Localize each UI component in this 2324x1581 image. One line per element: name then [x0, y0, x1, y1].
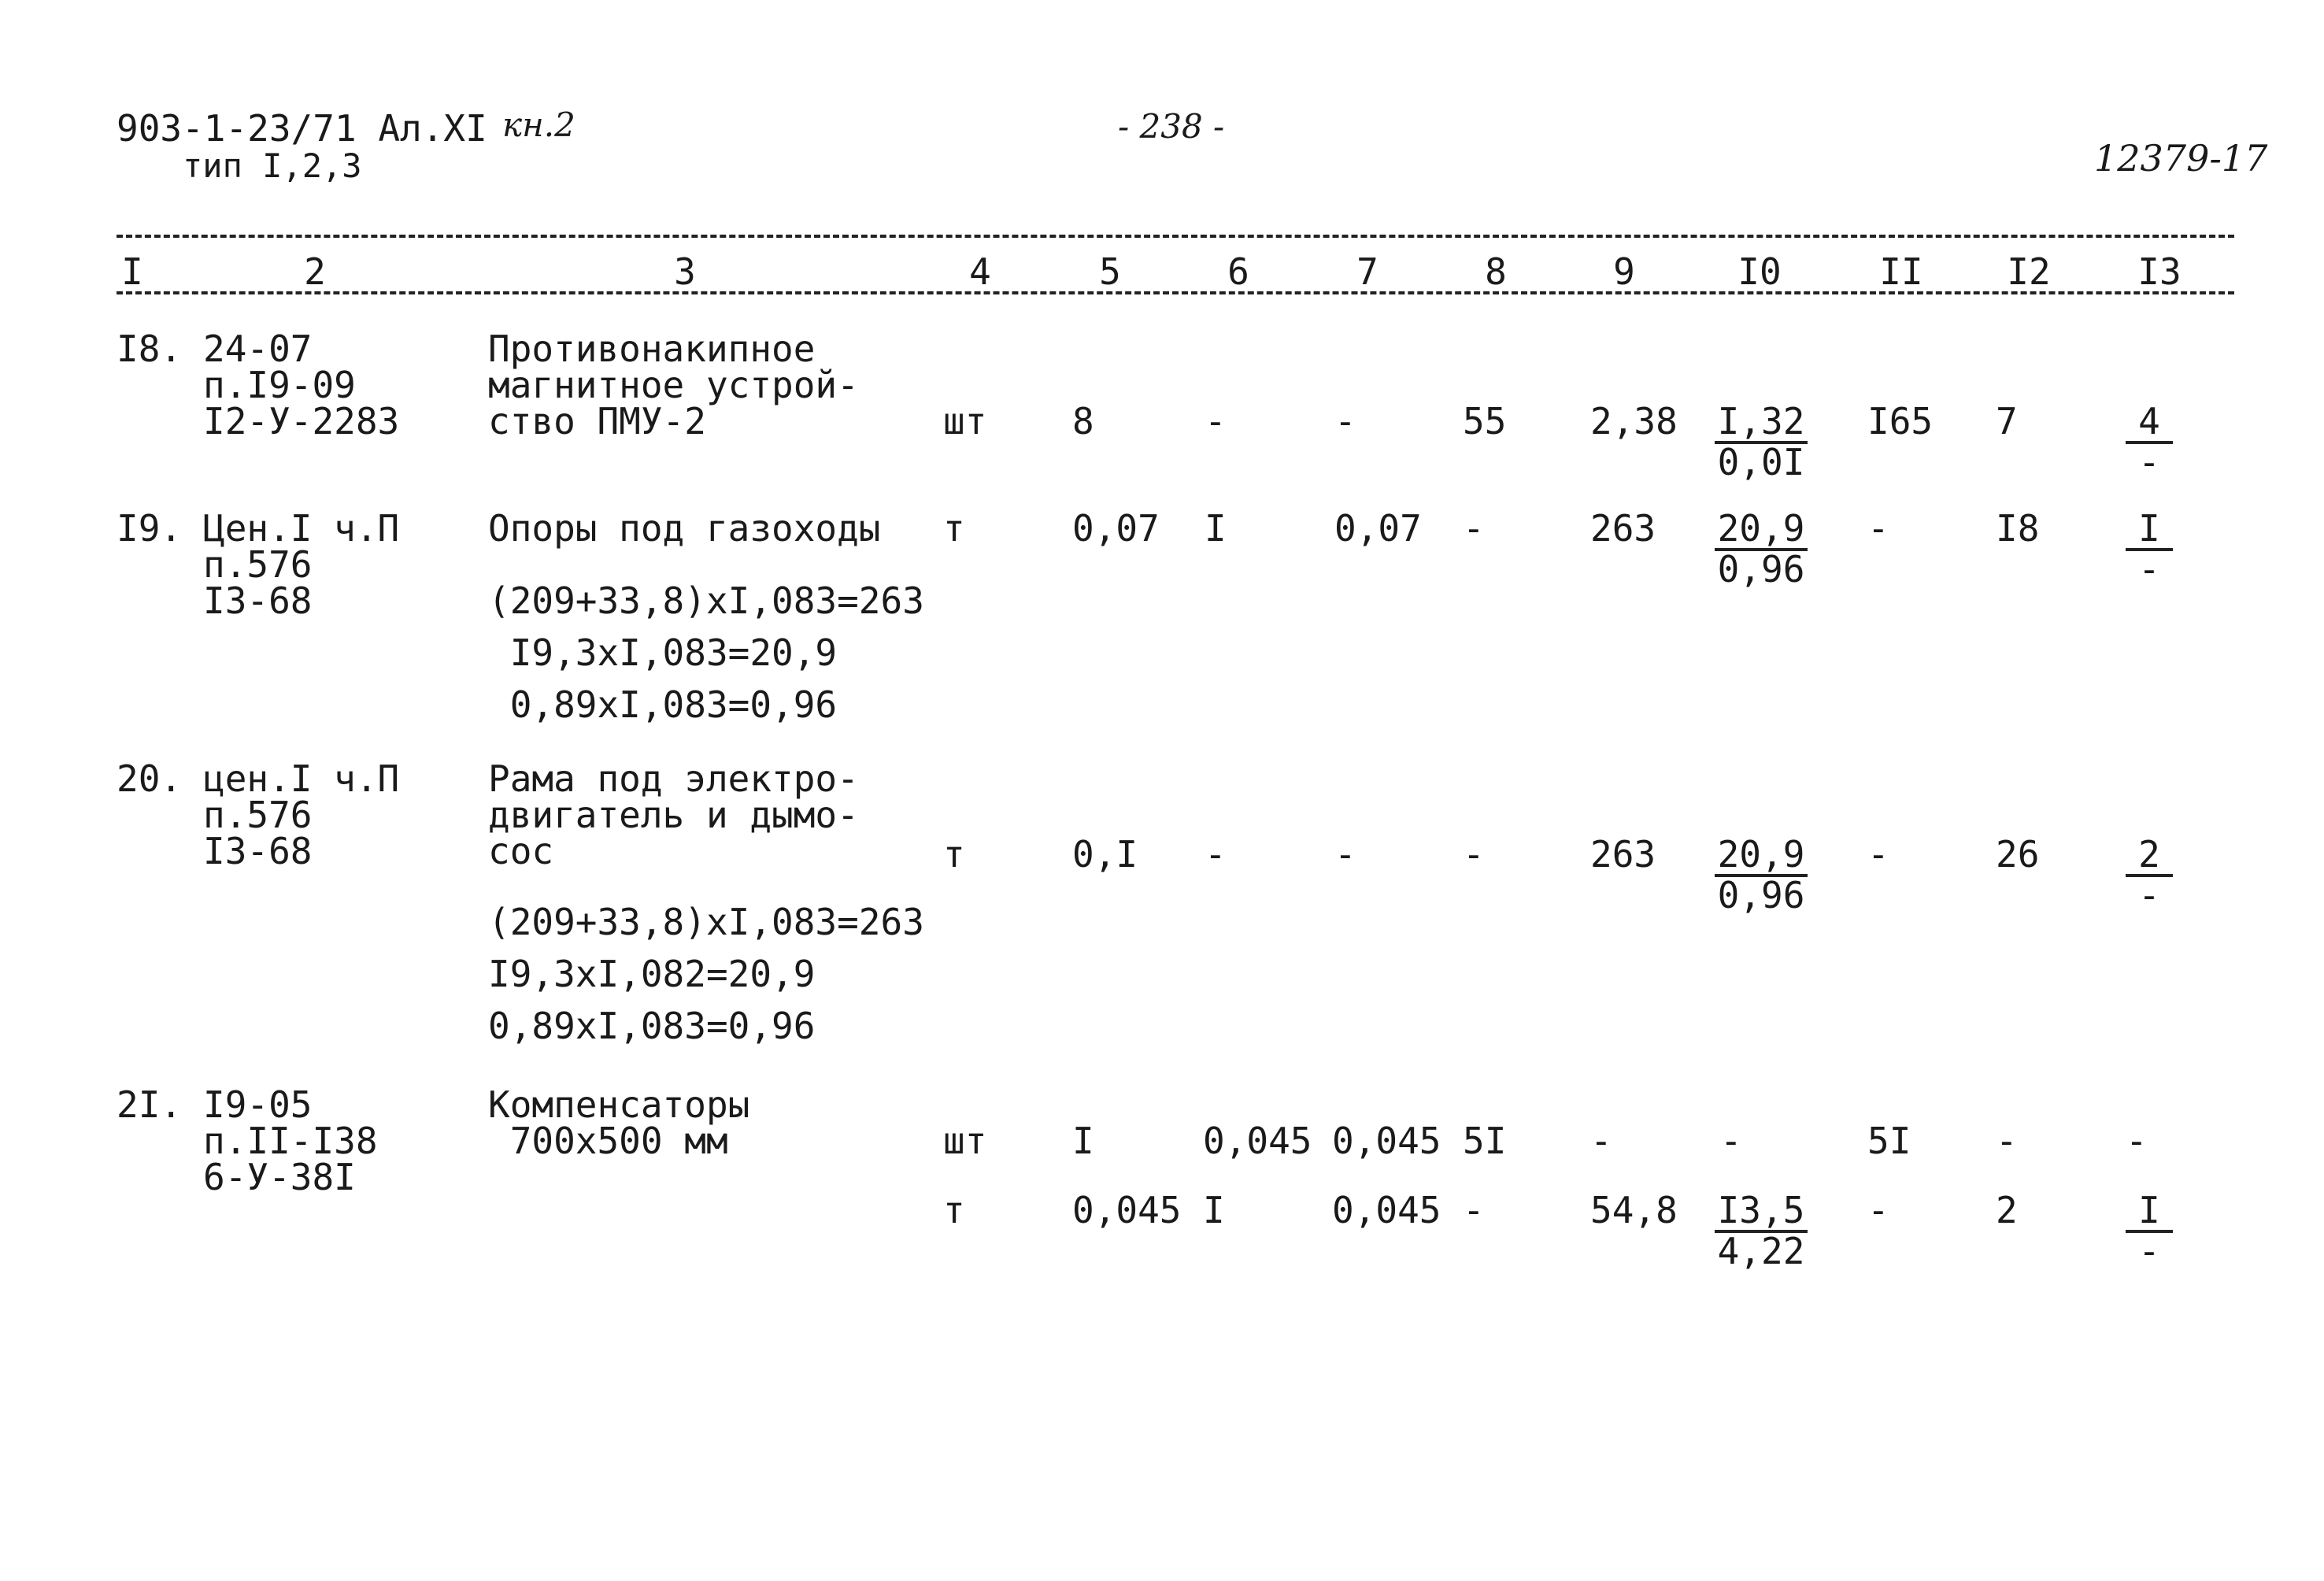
fraction-denominator: 0,96	[1717, 548, 1805, 591]
norm-reference: цен.I ч.П	[203, 757, 400, 800]
fraction-numerator: 20,9	[1715, 836, 1808, 877]
cell-6: -	[1205, 833, 1227, 876]
cell-12: I8	[1996, 507, 2040, 550]
fraction-denominator: -	[2138, 874, 2160, 916]
norm-reference: Цен.I ч.П	[203, 507, 400, 550]
calc-line: (209+33,8)xI,083=263	[488, 901, 924, 943]
cell-8: -	[1463, 1189, 1485, 1231]
cell-12: -	[1996, 1120, 2018, 1162]
calc-line: 0,89xI,083=0,96	[488, 683, 838, 726]
cell-5: 8	[1072, 400, 1094, 442]
header-rule-top	[117, 235, 2234, 238]
norm-reference: I3-68	[203, 579, 313, 622]
cell-5: 0,I	[1072, 833, 1138, 876]
col-head-6: 6	[1227, 250, 1249, 293]
cell-11: -	[1867, 833, 1889, 876]
cell-6: 0,045	[1203, 1120, 1312, 1162]
unit-cell: шт	[943, 400, 987, 442]
col-head-2: 2	[304, 250, 326, 293]
cell-11: I65	[1867, 400, 1934, 442]
fraction-cell-10	[1715, 1189, 1808, 1272]
unit-cell: т	[943, 507, 965, 550]
calc-line: I9,3xI,083=20,9	[488, 631, 838, 674]
calc-line: I9,3xI,082=20,9	[488, 953, 816, 995]
cell-12: 26	[1996, 833, 2040, 876]
fraction-numerator: I	[2126, 510, 2173, 551]
fraction-cell-13	[2126, 1189, 2173, 1272]
cell-12: 7	[1996, 400, 2018, 442]
fraction-numerator: I3,5	[1715, 1192, 1808, 1233]
col-head-10: I0	[1737, 250, 1782, 293]
fraction-cell-10	[1715, 507, 1808, 591]
row-number: I9.	[117, 507, 183, 550]
norm-reference: I2-У-2283	[203, 400, 400, 442]
book-note: кн.2	[502, 106, 575, 144]
doc-code: 903-1-23/71 Ал.XI	[117, 107, 487, 150]
col-head-3: 3	[674, 250, 696, 293]
calc-line: (209+33,8)xI,083=263	[488, 579, 924, 622]
fraction-numerator: I	[2126, 1192, 2173, 1233]
cell-11: -	[1867, 507, 1889, 550]
row-number: 20.	[117, 757, 183, 800]
fraction-numerator: 2	[2126, 836, 2173, 877]
fraction-denominator: -	[2138, 548, 2160, 591]
fraction-denominator: 4,22	[1717, 1230, 1805, 1272]
fraction-denominator: -	[2138, 1230, 2160, 1272]
item-name: магнитное устрой-	[488, 364, 859, 406]
item-name: ство ПМУ-2	[488, 400, 706, 442]
cell-7: 0,045	[1332, 1189, 1441, 1231]
cell-11: -	[1867, 1189, 1889, 1231]
row-number: I8.	[117, 328, 183, 370]
page-number: - 238 -	[1118, 107, 1225, 146]
cell-5: 0,07	[1072, 507, 1160, 550]
col-head-7: 7	[1356, 250, 1378, 293]
cell-6: -	[1205, 400, 1227, 442]
fraction-cell-10	[1715, 400, 1808, 483]
norm-reference: п.576	[203, 543, 313, 586]
calc-line: 0,89xI,083=0,96	[488, 1005, 816, 1047]
cell-6: I	[1205, 507, 1227, 550]
fraction-cell-10	[1715, 833, 1808, 916]
cell-13: -	[2126, 1120, 2148, 1162]
cell-7: -	[1334, 400, 1356, 442]
cell-5: I	[1072, 1120, 1094, 1162]
cell-8: 55	[1463, 400, 1507, 442]
norm-reference: п.II-I38	[203, 1120, 378, 1162]
item-name: Опоры под газоходы	[488, 507, 881, 550]
item-name: Компенсаторы	[488, 1083, 750, 1126]
cell-6: I	[1203, 1189, 1225, 1231]
item-name: Противонакипное	[488, 328, 816, 370]
col-head-5: 5	[1099, 250, 1121, 293]
cell-9: 54,8	[1590, 1189, 1678, 1231]
cell-9: 263	[1590, 507, 1656, 550]
col-head-4: 4	[969, 250, 991, 293]
fraction-cell-13	[2126, 507, 2173, 591]
norm-reference: I9-05	[203, 1083, 313, 1126]
row-number: 2I.	[117, 1083, 183, 1126]
fraction-cell-13	[2126, 833, 2173, 916]
cell-9: 263	[1590, 833, 1656, 876]
fraction-numerator: I,32	[1715, 403, 1808, 444]
unit-cell: т	[943, 1189, 965, 1231]
archive-number: 12379-17	[2094, 137, 2268, 180]
col-head-1: I	[121, 250, 143, 293]
cell-7: 0,07	[1334, 507, 1422, 550]
fraction-cell-13	[2126, 400, 2173, 483]
col-head-11: II	[1879, 250, 1923, 293]
item-name: сос	[488, 830, 554, 872]
cell-10: -	[1720, 1120, 1742, 1162]
cell-8: -	[1463, 507, 1485, 550]
norm-reference: I3-68	[203, 830, 313, 872]
fraction-denominator: -	[2138, 441, 2160, 483]
col-head-9: 9	[1613, 250, 1635, 293]
norm-reference: 6-У-38I	[203, 1156, 356, 1198]
cell-11: 5I	[1867, 1120, 1911, 1162]
col-head-13: I3	[2137, 250, 2182, 293]
item-name: двигатель и дымо-	[488, 794, 859, 836]
fraction-numerator: 20,9	[1715, 510, 1808, 551]
cell-7: -	[1334, 833, 1356, 876]
col-head-12: I2	[2007, 250, 2051, 293]
norm-reference: п.I9-09	[203, 364, 356, 406]
type-line: тип I,2,3	[183, 146, 362, 185]
item-name: Рама под электро-	[488, 757, 859, 800]
cell-12: 2	[1996, 1189, 2018, 1231]
norm-reference: п.576	[203, 794, 313, 836]
fraction-denominator: 0,0I	[1717, 441, 1805, 483]
unit-cell: шт	[943, 1120, 987, 1162]
norm-reference: 24-07	[203, 328, 313, 370]
fraction-denominator: 0,96	[1717, 874, 1805, 916]
col-head-8: 8	[1485, 250, 1507, 293]
cell-8: 5I	[1463, 1120, 1507, 1162]
unit-cell: т	[943, 833, 965, 876]
cell-9: -	[1590, 1120, 1612, 1162]
cell-5: 0,045	[1072, 1189, 1182, 1231]
fraction-numerator: 4	[2126, 403, 2173, 444]
cell-7: 0,045	[1332, 1120, 1441, 1162]
cell-9: 2,38	[1590, 400, 1678, 442]
item-name: 700x500 мм	[488, 1120, 728, 1162]
cell-8: -	[1463, 833, 1485, 876]
